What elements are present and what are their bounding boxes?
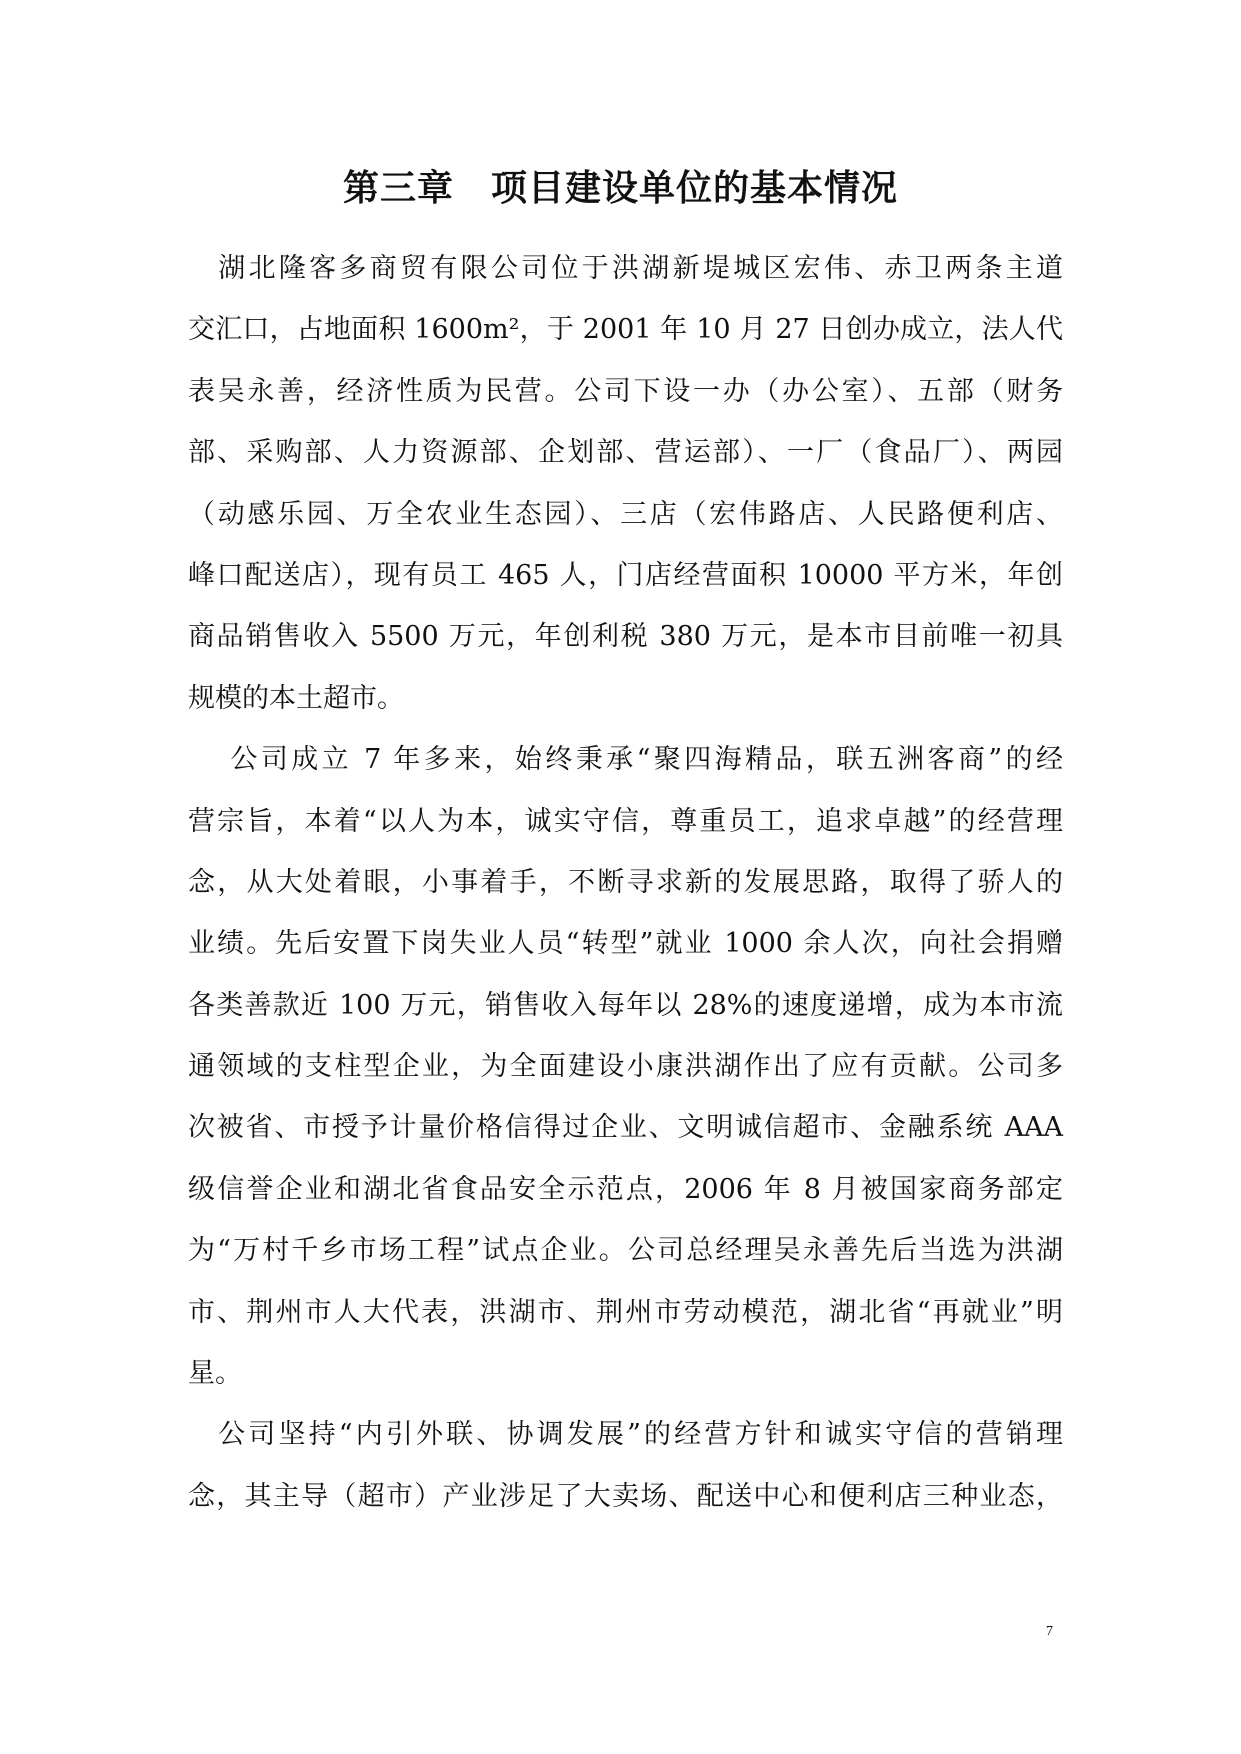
text-line: 级信誉企业和湖北省食品安全示范点，2006 年 8 月被国家商务部定 [188, 1173, 1063, 1205]
text-line: 公司成立 7 年多来，始终秉承“聚四海精品，联五洲客商”的经 [188, 744, 1063, 776]
text-line: （动感乐园、万全农业生态园）、三店（宏伟路店、人民路便利店、 [188, 498, 1063, 530]
text-line: 公司坚持“内引外联、协调发展”的经营方针和诚实守信的营销理 [188, 1419, 1063, 1451]
text-line: 商品销售收入 5500 万元，年创利税 380 万元，是本市目前唯一初具 [188, 621, 1063, 653]
text-line: 市、荆州市人大代表，洪湖市、荆州市劳动模范，湖北省“再就业”明 [188, 1296, 1063, 1328]
body-text [188, 238, 1063, 1527]
text-line: 念，从大处着眼，小事着手，不断寻求新的发展思路，取得了骄人的 [188, 866, 1063, 898]
text-line: 部、采购部、人力资源部、企划部、营运部）、一厂（食品厂）、两园 [188, 437, 1063, 469]
text-line: 次被省、市授予计量价格信得过企业、文明诚信超市、金融系统 AAA [188, 1112, 1063, 1144]
page-number: 7 [1046, 1624, 1053, 1639]
text-line: 营宗旨，本着“以人为本，诚实守信，尊重员工，追求卓越”的经营理 [188, 805, 1063, 837]
text-line: 交汇口，占地面积 1600m²，于 2001 年 10 月 27 日创办成立，法人代 [188, 314, 1063, 346]
text-line: 星。 [188, 1358, 242, 1390]
text-line: 湖北隆客多商贸有限公司位于洪湖新堤城区宏伟、赤卫两条主道 [188, 253, 1063, 284]
text-line: 业绩。先后安置下岗失业人员“转型”就业 1000 余人次，向社会捐赠 [188, 928, 1063, 960]
chapter-title: 第三章 项目建设单位的基本情况 [342, 167, 898, 209]
text-line: 为“万村千乡市场工程”试点企业。公司总经理吴永善先后当选为洪湖 [188, 1235, 1063, 1267]
paragraph-3 [188, 1404, 1063, 1527]
paragraph-2 [188, 729, 1063, 1404]
text-line: 表吴永善，经济性质为民营。公司下设一办（办公室）、五部（财务 [188, 375, 1063, 407]
text-line: 规模的本土超市。 [188, 682, 404, 714]
text-line: 峰口配送店），现有员工 465 人，门店经营面积 10000 平方米，年创 [188, 559, 1063, 591]
text-line: 各类善款近 100 万元，销售收入每年以 28%的速度递增，成为本市流 [188, 989, 1063, 1021]
text-line: 通领域的支柱型企业，为全面建设小康洪湖作出了应有贡献。公司多 [188, 1051, 1063, 1083]
text-line: 念，其主导（超市）产业涉足了大卖场、配送中心和便利店三种业态， [188, 1480, 1063, 1512]
paragraph-1 [188, 238, 1063, 729]
